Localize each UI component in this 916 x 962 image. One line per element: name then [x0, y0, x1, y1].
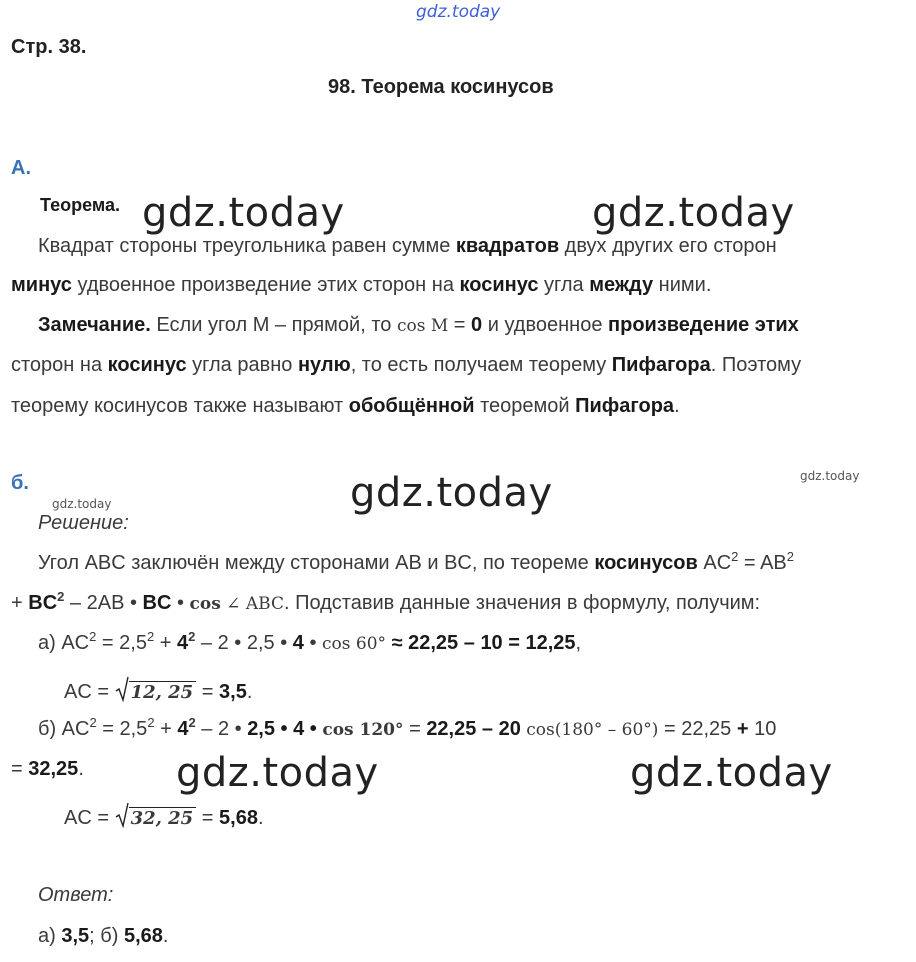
solution-line-1: Угол ABC заключён между сторонами AB и BC, по теореме косинусов $AC^2 = AB^2$: [38, 549, 794, 574]
page-title: 98. Теорема косинусов: [328, 76, 554, 98]
answer-line: а) 3,5; б) 5,68.: [38, 925, 169, 947]
sqrt-icon: [115, 802, 129, 834]
radicand: 12, 25: [129, 681, 197, 704]
solution-line-2: + $BC^2 - 2AB$ • BC • cos ∠ ABC. Подставив данные значения в формулу, получим:: [11, 589, 761, 614]
part-b-line-3: AC = 32, 25 = 5,68.: [64, 802, 264, 834]
watermark: gdz.today: [142, 190, 345, 236]
page-number: Стр. 38.: [11, 36, 87, 58]
part-a-line-1: а) $AC^2 = 2,5^2 + 4^2 - 2$ • 2,5 • 4 • cos 60° ≈ 22,25 – 10 = 12,25,: [38, 629, 582, 654]
radicand: 32, 25: [129, 807, 197, 830]
watermark-small: gdz.today: [52, 497, 112, 511]
part-b-line-2: = 32,25.: [11, 758, 84, 780]
watermark: gdz.today: [592, 190, 795, 236]
answer-label: Ответ:: [38, 884, 114, 906]
watermark: gdz.today: [630, 750, 833, 796]
section-a-label: А.: [11, 157, 31, 179]
section-b-label: б.: [11, 472, 29, 494]
watermark: gdz.today: [176, 750, 379, 796]
solution-label: Решение:: [38, 512, 129, 534]
remark-line-2: сторон на косинус угла равно нулю, то есть получаем теорему Пифагора. Поэтому: [11, 354, 802, 376]
remark-line-1: Замечание. Если угол M – прямой, то cos M = 0 и удвоенное произведение этих: [38, 314, 799, 336]
remark-line-3: теорему косинусов также называют обобщённой теоремой Пифагора.: [11, 395, 680, 417]
theorem-label: Теорема.: [40, 195, 120, 215]
watermark-top: gdz.today: [416, 2, 501, 22]
sqrt-icon: [115, 676, 129, 708]
theorem-line-1: Квадрат стороны треугольника равен сумме квадратов двух других его сторон: [38, 235, 777, 257]
watermark: gdz.today: [350, 470, 553, 516]
part-a-line-2: AC = 12, 25 = 3,5.: [64, 676, 252, 708]
theorem-line-2: минус удвоенное произведение этих сторон на косинус угла между ними.: [11, 274, 712, 296]
watermark-small: gdz.today: [800, 469, 860, 483]
part-b-line-1: б) $AC^2 = 2,5^2 + 4^2 - 2$ • 2,5 • 4 • cos 120° = 22,25 – 20 cos(180° – 60°) = 22,25 + 10: [38, 715, 777, 740]
